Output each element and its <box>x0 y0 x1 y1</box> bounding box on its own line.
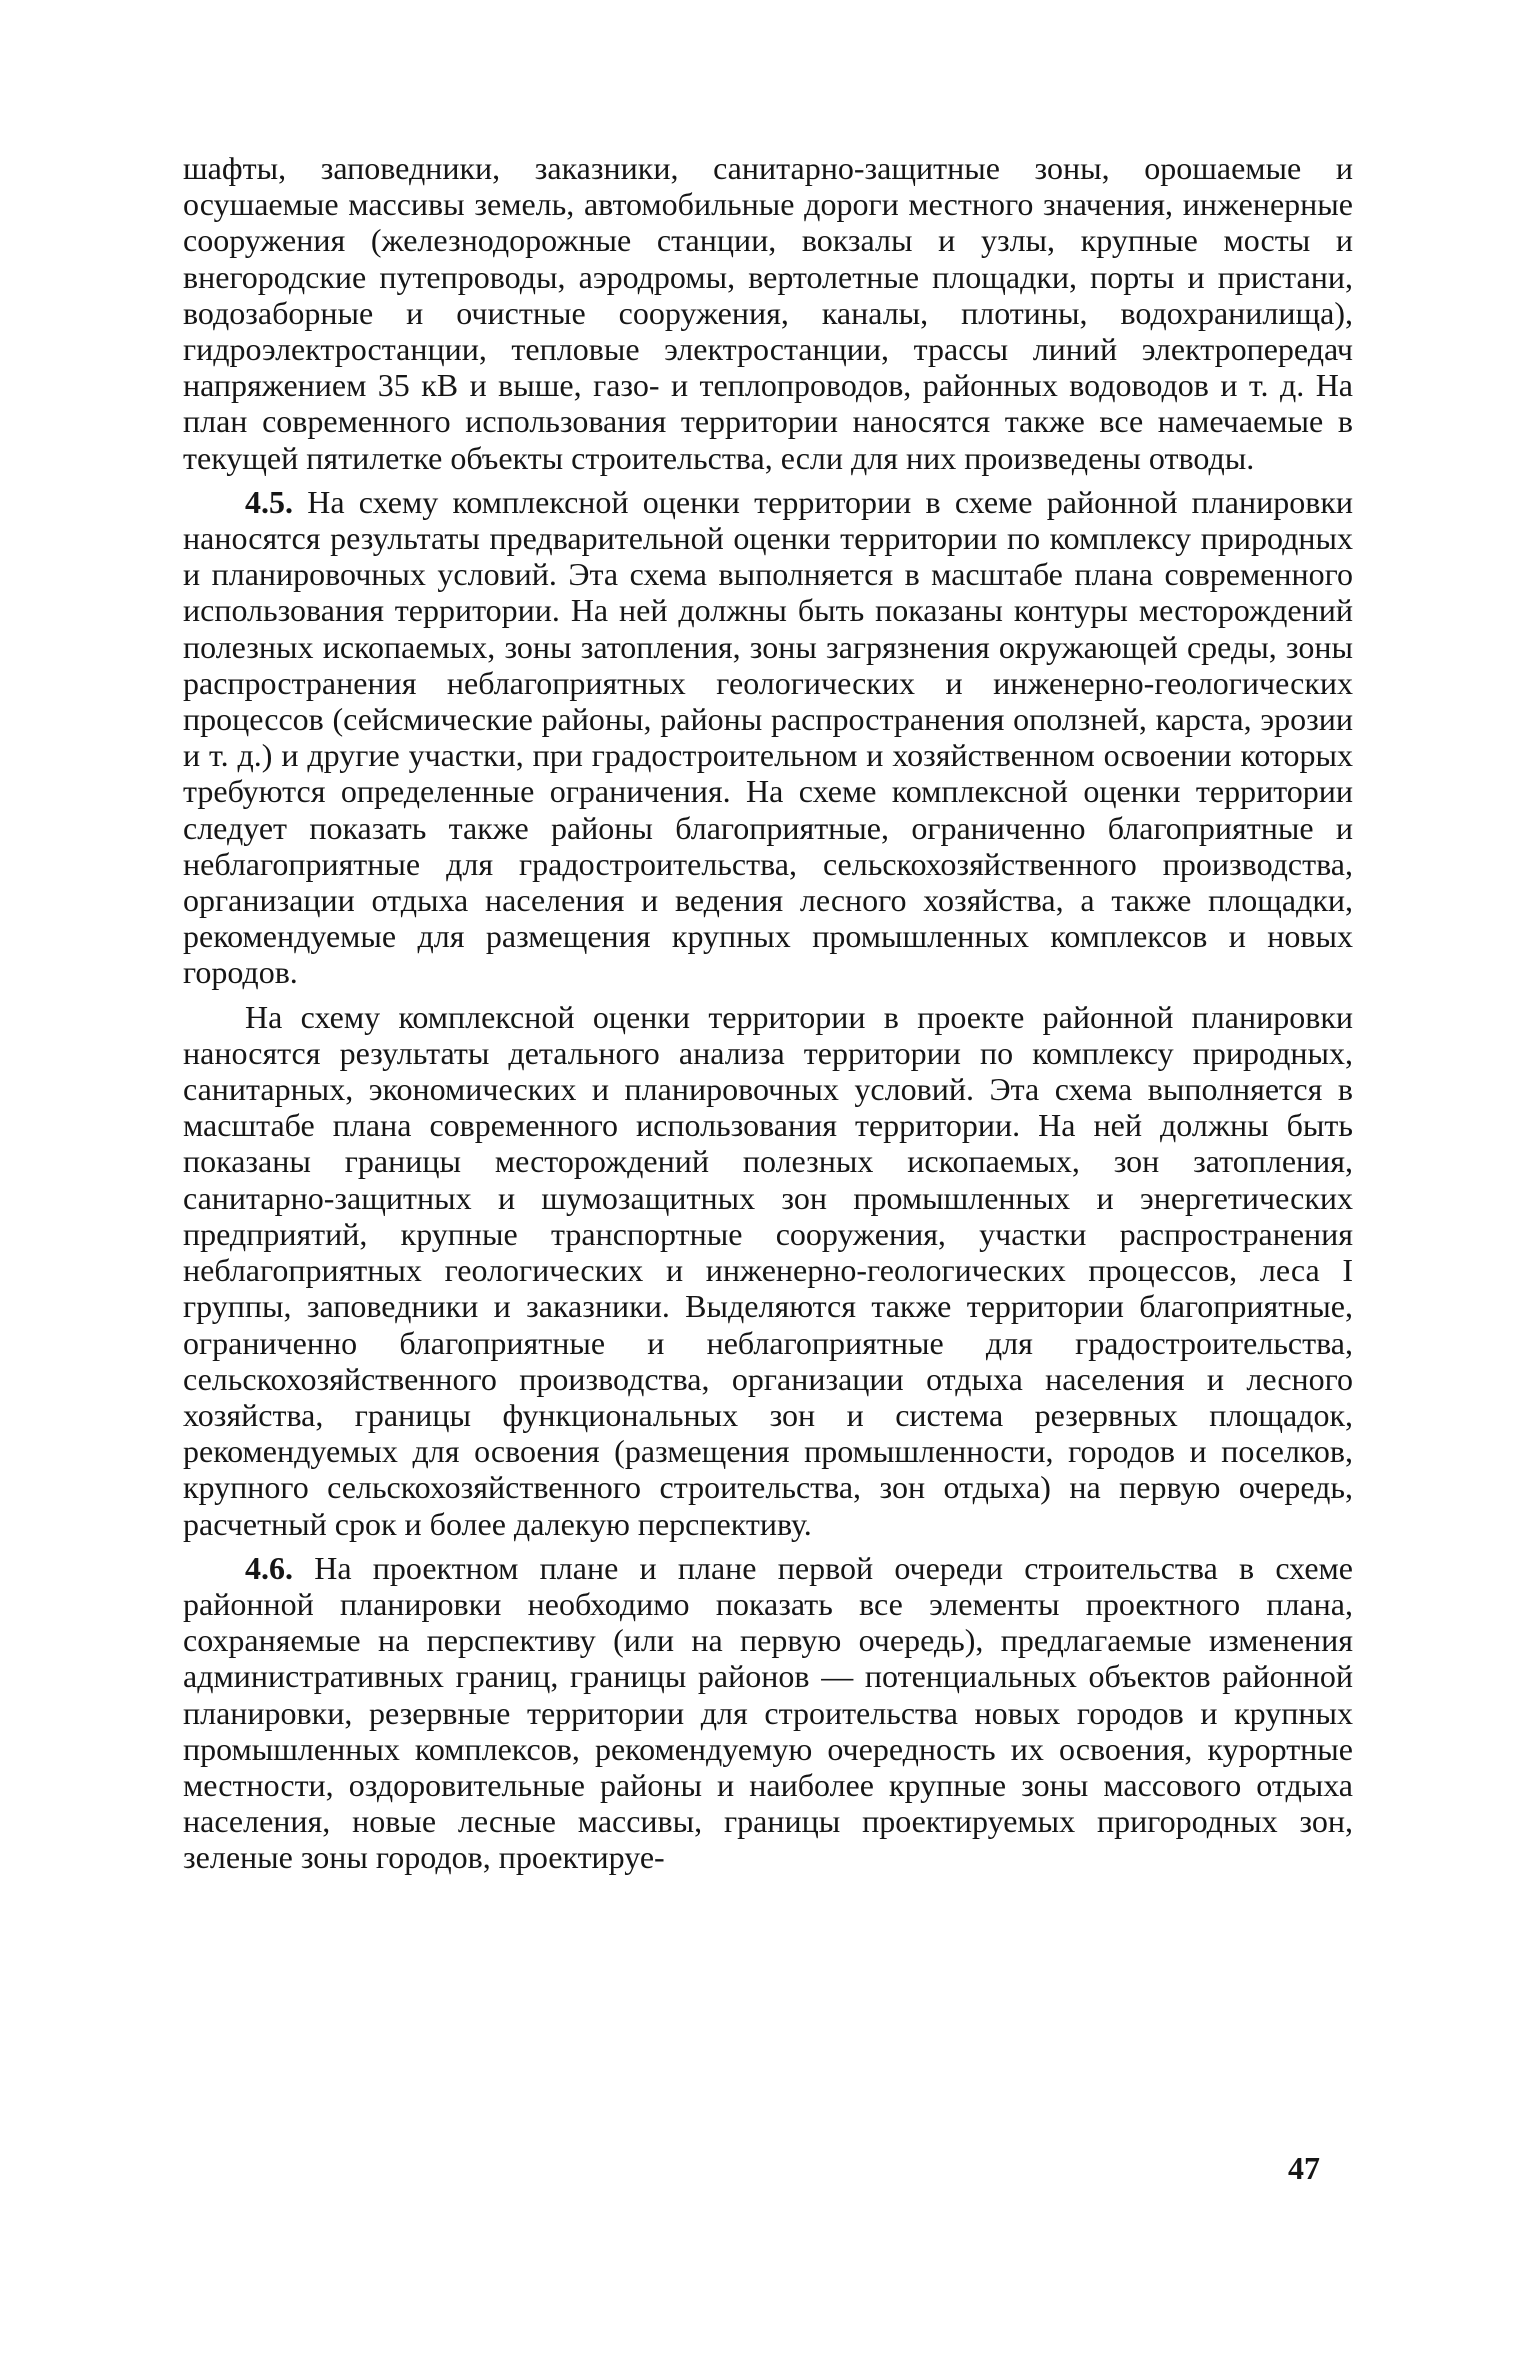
paragraph-4-5 <box>183 484 1353 991</box>
paragraph-text: шафты, заповедники, заказники, санитарно-защитные зоны, орошаемые и осушаемые массивы земель, автомобильные дороги местного значения, инженерные сооружения (железнодорожные станции, вокзалы и узлы, крупные мосты и внегородские путепроводы, аэродромы, вертолетные площадки, порты и пристани, водозаборные и очистные сооружения, каналы, плотины, водохранилища), гидроэлектростанции, тепловые электростанции, трассы линий электропередач напряжением 35 кВ и выше, газо- и теплопроводов, районных водоводов и т. д. На план современного использования территории наносятся также все намечаемые в текущей пятилетке объекты строительства, если для них произведены отводы. <box>183 150 1353 476</box>
page-number: 47 <box>1288 2150 1320 2186</box>
paragraph-text: На проектном плане и плане первой очереди строительства в схеме районной планировки необходимо показать все элементы проектного плана, сохраняемые на перспективу (или на первую очередь), предлагаемые изменения административных границ, границы районов — потенциальных объектов районной планировки, резервные территории для строительства новых городов и крупных промышленных комплексов, рекомендуемую очередность их освоения, курортные местности, оздоровительные районы и наиболее крупные зоны массового отдыха населения, новые лесные массивы, границы проектируемых пригородных зон, зеленые зоны городов, проектируе- <box>183 1549 1354 1876</box>
page-body <box>183 150 1353 1876</box>
paragraph-text: На схему комплексной оценки территории в схеме районной планировки наносятся результаты предварительной оценки территории по комплексу природных и планировочных условий. Эта схема выполняется в масштабе плана современного использования территории. На ней должны быть показаны контуры месторождений полезных ископаемых, зоны затопления, зоны загрязнения окружающей среды, зоны распространения неблагоприятных геологических и инженерно-геологических процессов (сейсмические районы, районы распространения оползней, карста, эрозии и т. д.) и другие участки, при градостроительном и хозяйственном освоении которых требуются определенные ограничения. На схеме комплексной оценки территории следует показать также районы благоприятные, ограниченно благоприятные и неблагоприятные для градостроительства, сельскохозяйственного производства, организации отдыха населения и ведения лесного хозяйства, а также площадки, рекомендуемые для размещения крупных промышленных комплексов и новых городов. <box>183 483 1354 991</box>
section-number: 4.5. <box>245 483 293 520</box>
paragraph-4-6 <box>183 1550 1353 1876</box>
paragraph-text: На схему комплексной оценки территории в проекте районной планировки наносятся результаты детального анализа территории по комплексу природных, санитарных, экономических и планировочных условий. Эта схема выполняется в масштабе плана современного использования территории. На ней должны быть показаны границы месторождений полезных ископаемых, зон затопления, санитарно-защитных и шумозащитных зон промышленных и энергетических предприятий, крупные транспортные сооружения, участки распространения неблагоприятных геологических и инженерно-геологических процессов, леса I группы, заповедники и заказники. Выделяются также территории благоприятные, ограниченно благоприятные и неблагоприятные для градостроительства, сельскохозяйственного производства, организации отдыха населения и лесного хозяйства, границы функциональных зон и система резервных площадок, рекомендуемых для освоения (размещения промышленности, городов и поселков, крупного сельскохозяйственного строительства, зон отдыха) на первую очередь, расчетный срок и более далекую перспективу. <box>183 998 1353 1542</box>
paragraph-complex-assessment <box>183 999 1353 1542</box>
paragraph-continuation <box>183 150 1353 476</box>
section-number: 4.6. <box>245 1549 293 1586</box>
